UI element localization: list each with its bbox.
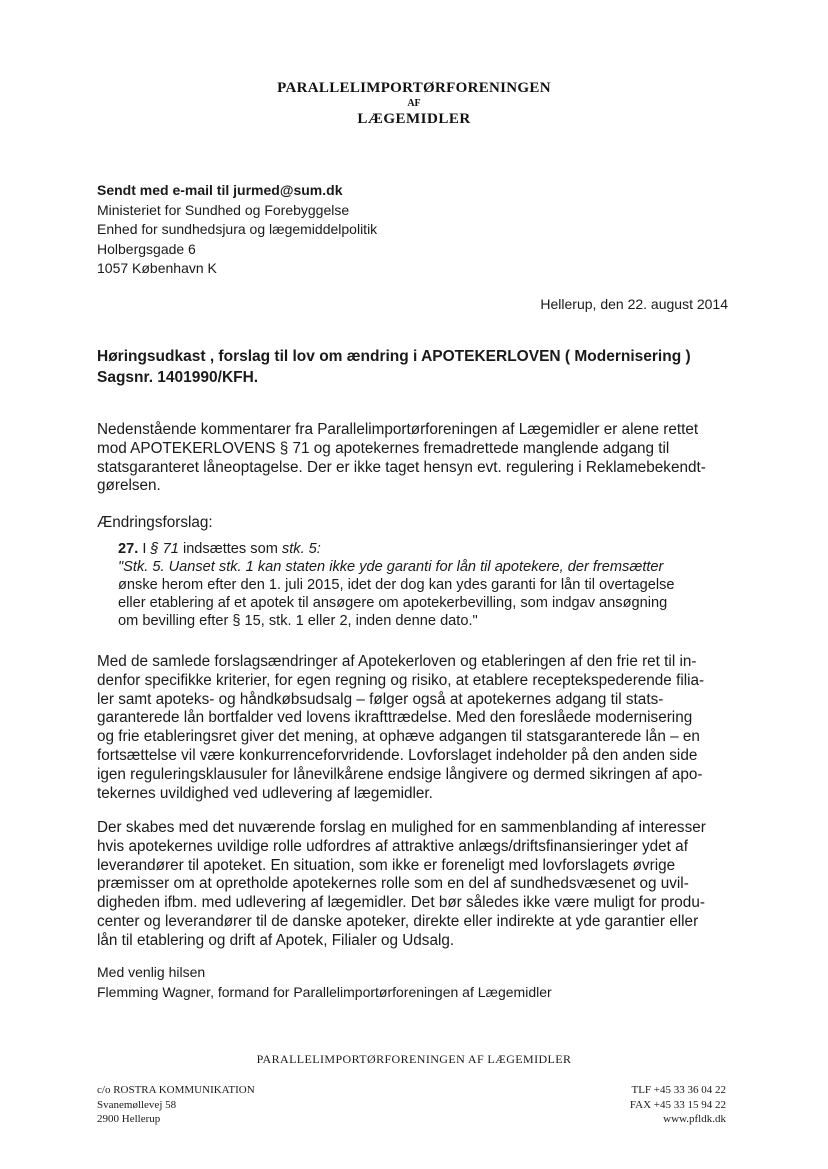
footer-title: PARALLELIMPORTØRFORENINGEN AF LÆGEMIDLER bbox=[256, 1052, 572, 1066]
subject-line: Høringsudkast , forslag til lov om ændring i APOTEKERLOVEN ( Modernisering ) bbox=[97, 348, 691, 365]
amendment-insert: indsættes som bbox=[182, 541, 278, 557]
case-number: Sagsnr. 1401990/KFH. bbox=[97, 369, 259, 386]
recipient-line: Holbergsgade 6 bbox=[97, 240, 196, 257]
footer-website: www.pfldk.dk bbox=[663, 1113, 726, 1125]
closing-greeting: Med venlig hilsen bbox=[97, 964, 206, 980]
recipient-line: 1057 København K bbox=[97, 260, 217, 277]
paragraph-line: hvis apotekernes uvildige rolle udfordres af attraktive anlægs/driftsfinansieringer ydet af bbox=[97, 837, 688, 855]
footer-fax: FAX +45 33 15 94 22 bbox=[629, 1098, 726, 1111]
paragraph-intro bbox=[97, 421, 737, 496]
footer-address-line: 2900 Hellerup bbox=[97, 1113, 161, 1125]
letterhead bbox=[0, 80, 828, 128]
footer-phone: TLF +45 33 36 04 22 bbox=[631, 1084, 726, 1096]
paragraph-line: igen reguleringsklausuler for lånevilkårene endsige långivere og dermed sikringen af apo- bbox=[97, 765, 703, 783]
recipient-line: Ministeriet for Sundhed og Forebyggelse bbox=[97, 201, 350, 218]
sent-by-email-line: Sendt med e-mail til jurmed@sum.dk bbox=[97, 182, 343, 198]
paragraph-line: mod APOTEKERLOVENS § 71 og apotekernes fremadrettede manglende adgang til bbox=[97, 439, 670, 457]
paragraph-line: center og leverandører til de danske apoteker, direkte eller indirekte at yde garantier eller bbox=[97, 912, 699, 930]
amendment-section: § 71 bbox=[150, 541, 179, 557]
amendment-stk: stk. 5: bbox=[281, 541, 321, 557]
paragraph-line: Med de samlede forslagsændringer af Apotekerloven og etableringen af den frie ret til in- bbox=[97, 653, 697, 670]
paragraph-consequences bbox=[97, 653, 737, 803]
letterhead-title: PARALLELIMPORTØRFORENINGEN bbox=[277, 80, 551, 96]
quote-line: ønske herom efter den 1. juli 2015, idet der dog kan ydes garanti for lån til overtagelse bbox=[118, 577, 675, 593]
letter-date: Hellerup, den 22. august 2014 bbox=[540, 296, 728, 312]
quote-line: "Stk. 5. Uanset stk. 1 kan staten ikke yde garanti for lån til apotekere, der fremsætter bbox=[118, 559, 664, 575]
paragraph-conflict bbox=[97, 819, 737, 951]
amendment-label: Ændringsforslag: bbox=[97, 514, 213, 531]
paragraph-line: gørelsen. bbox=[97, 477, 161, 495]
recipient-line: Enhed for sundhedsjura og lægemiddelpolitik bbox=[97, 221, 378, 238]
recipient-block bbox=[97, 181, 377, 279]
closing-block bbox=[97, 962, 552, 1002]
amendment-number: 27. bbox=[118, 541, 139, 557]
paragraph-line: og frie etableringsret giver det mening, at ophæve adgangen til statsgaranterede lån – en bbox=[97, 728, 700, 746]
footer-address-line: c/o ROSTRA KOMMUNIKATION bbox=[97, 1084, 255, 1096]
footer-contact bbox=[630, 1083, 726, 1127]
quote-line: om bevilling efter § 15, stk. 1 eller 2, inden denne dato." bbox=[118, 613, 478, 629]
paragraph-line: leverandører til apoteket. En situation, som ikke er foreneligt med lovforslagets øvrige bbox=[97, 856, 676, 874]
footer-address-line: Svanemøllevej 58 bbox=[97, 1098, 177, 1111]
paragraph-line: Nedenstående kommentarer fra Parallelimportørforeningen af Lægemidler er alene rettet bbox=[97, 421, 699, 438]
paragraph-line: ler samt apoteks- og håndkøbsudsalg – følger også at apotekernes adgang til stats- bbox=[97, 690, 664, 708]
paragraph-line: statsgaranteret låneoptagelse. Der er ikke taget hensyn evt. regulering i Reklamebekendt- bbox=[97, 458, 706, 476]
paragraph-line: lån til etablering og drift af Apotek, Filialer og Udsalg. bbox=[97, 931, 455, 949]
amendment-i: I bbox=[142, 541, 147, 557]
paragraph-line: fortsættelse vil være konkurrenceforvridende. Lovforslaget indeholder på den anden side bbox=[97, 746, 698, 764]
amendment-quote bbox=[118, 540, 738, 630]
letterhead-subtitle: LÆGEMIDLER bbox=[357, 111, 471, 127]
paragraph-line: Der skabes med det nuværende forslag en mulighed for en sammenblanding af interesser bbox=[97, 819, 706, 836]
paragraph-line: garanterede lån bortfalder ved lovens ikrafttrædelse. Med den foreslåede modernisering bbox=[97, 709, 693, 727]
amendment-heading bbox=[118, 540, 738, 558]
paragraph-line: digheden ifbm. med udlevering af lægemidler. Det bør således ikke være muligt for produ- bbox=[97, 894, 705, 912]
footer-address bbox=[97, 1083, 255, 1127]
subject-block bbox=[97, 346, 691, 388]
paragraph-line: denfor specifikke kriterier, for egen regning og risiko, at etablere receptekspederende filia- bbox=[97, 671, 705, 689]
letterhead-af: AF bbox=[407, 98, 421, 109]
paragraph-line: præmisser om at opretholde apotekernes rolle som en del af sundhedsvæsenet og uvil- bbox=[97, 875, 689, 893]
paragraph-line: tekernes uvildighed ved udlevering af lægemidler. bbox=[97, 784, 433, 802]
signature: Flemming Wagner, formand for Parallelimportørforeningen af Lægemidler bbox=[97, 984, 552, 1000]
quote-line: eller etablering af et apotek til ansøgere om apotekerbevilling, som indgav ansøgning bbox=[118, 595, 668, 611]
